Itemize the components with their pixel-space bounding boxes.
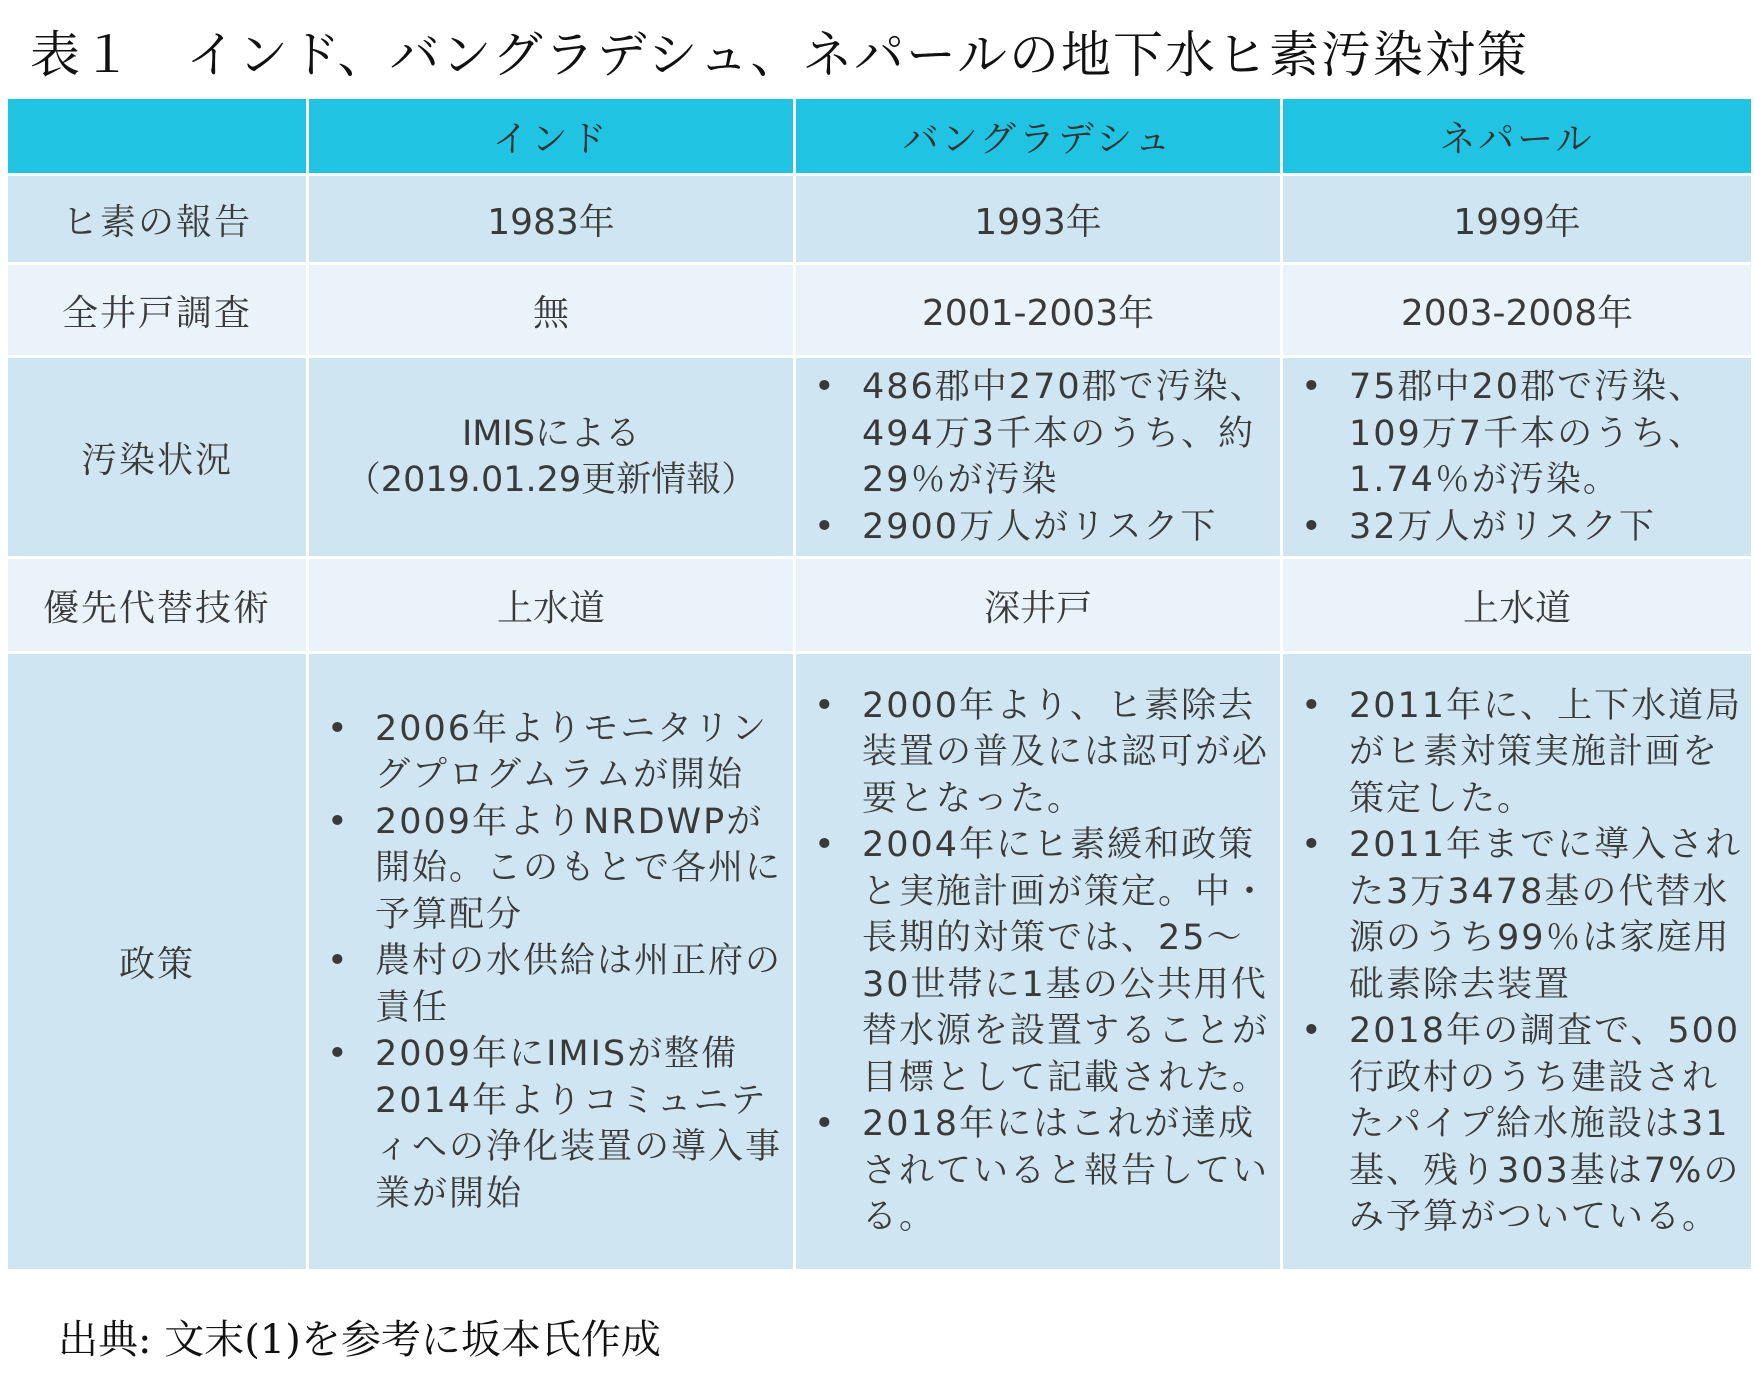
header-corner <box>7 98 308 175</box>
cell-survey-bangladesh: 2001-2003年 <box>795 264 1282 357</box>
cell-report-nepal: 1999年 <box>1282 175 1753 264</box>
list-item: • 2900万人がリスク下 <box>796 504 1280 551</box>
list-item: • 2009年にIMISが整備2014年よりコミュニティへの浄化装置の導入事業が開始 <box>309 1031 793 1217</box>
row-well-survey <box>7 264 1753 357</box>
cell-status-india <box>308 357 795 558</box>
source-note: 出典: 文末(1)を参考に坂本氏作成 <box>58 1317 661 1363</box>
row-arsenic-report <box>7 175 1753 264</box>
header-india: インド <box>308 98 795 175</box>
table-title: 表１ インド、バングラデシュ、ネパールの地下水ヒ素汚染対策 <box>30 26 1529 84</box>
list-item: • 2011年に、上下水道局がヒ素対策実施計画を策定した。 <box>1283 683 1751 823</box>
list-item: • 2018年の調査で、500行政村のうち建設されたパイプ給水施設は31基、残り303基は7%のみ予算がついている。 <box>1283 1008 1751 1241</box>
row-label-priority: 優先代替技術 <box>7 558 308 653</box>
row-priority-technology <box>7 558 1753 653</box>
list-item: • 2018年にはこれが達成されていると報告している。 <box>796 1101 1280 1241</box>
row-label-policy: 政策 <box>7 653 308 1271</box>
cell-priority-bangladesh: 深井戸 <box>795 558 1282 653</box>
list-item: • 2000年より、ヒ素除去装置の普及には認可が必要となった。 <box>796 683 1280 823</box>
list-item: • 486郡中270郡で汚染、494万3千本のうち、約29％が汚染 <box>796 364 1280 504</box>
status-india-line1: IMISによる <box>461 414 641 454</box>
cell-survey-india: 無 <box>308 264 795 357</box>
list-item: • 農村の水供給は州正府の責任 <box>309 938 793 1031</box>
cell-survey-nepal: 2003-2008年 <box>1282 264 1753 357</box>
row-label-survey: 全井戸調査 <box>7 264 308 357</box>
cell-policy-india <box>308 653 795 1271</box>
list-item: • 75郡中20郡で汚染、109万7千本のうち、1.74％が汚染。 <box>1283 364 1751 504</box>
cell-status-bangladesh <box>795 357 1282 558</box>
table-header-row <box>7 98 1753 175</box>
header-bangladesh: バングラデシュ <box>795 98 1282 175</box>
row-policy <box>7 653 1753 1271</box>
cell-report-india: 1983年 <box>308 175 795 264</box>
arsenic-countermeasures-table <box>5 96 1754 1272</box>
header-nepal: ネパール <box>1282 98 1753 175</box>
cell-priority-nepal: 上水道 <box>1282 558 1753 653</box>
cell-policy-bangladesh <box>795 653 1282 1271</box>
list-item: • 2004年にヒ素緩和政策と実施計画が策定。中・長期的対策では、25～30世帯に1基の公共用代替水源を設置することが目標として記載された。 <box>796 822 1280 1101</box>
cell-policy-nepal <box>1282 653 1753 1271</box>
list-item: • 2006年よりモニタリングプログムラムが開始 <box>309 706 793 799</box>
list-item: • 32万人がリスク下 <box>1283 504 1751 551</box>
cell-status-nepal <box>1282 357 1753 558</box>
row-label-status: 汚染状況 <box>7 357 308 558</box>
row-contamination-status <box>7 357 1753 558</box>
cell-report-bangladesh: 1993年 <box>795 175 1282 264</box>
cell-priority-india: 上水道 <box>308 558 795 653</box>
list-item: • 2009年よりNRDWPが開始。このもとで各州に予算配分 <box>309 799 793 939</box>
status-india-line2: （2019.01.29更新情報） <box>345 460 757 500</box>
list-item: • 2011年までに導入された3万3478基の代替水源のうち99％は家庭用砒素除去装置 <box>1283 822 1751 1008</box>
row-label-report: ヒ素の報告 <box>7 175 308 264</box>
